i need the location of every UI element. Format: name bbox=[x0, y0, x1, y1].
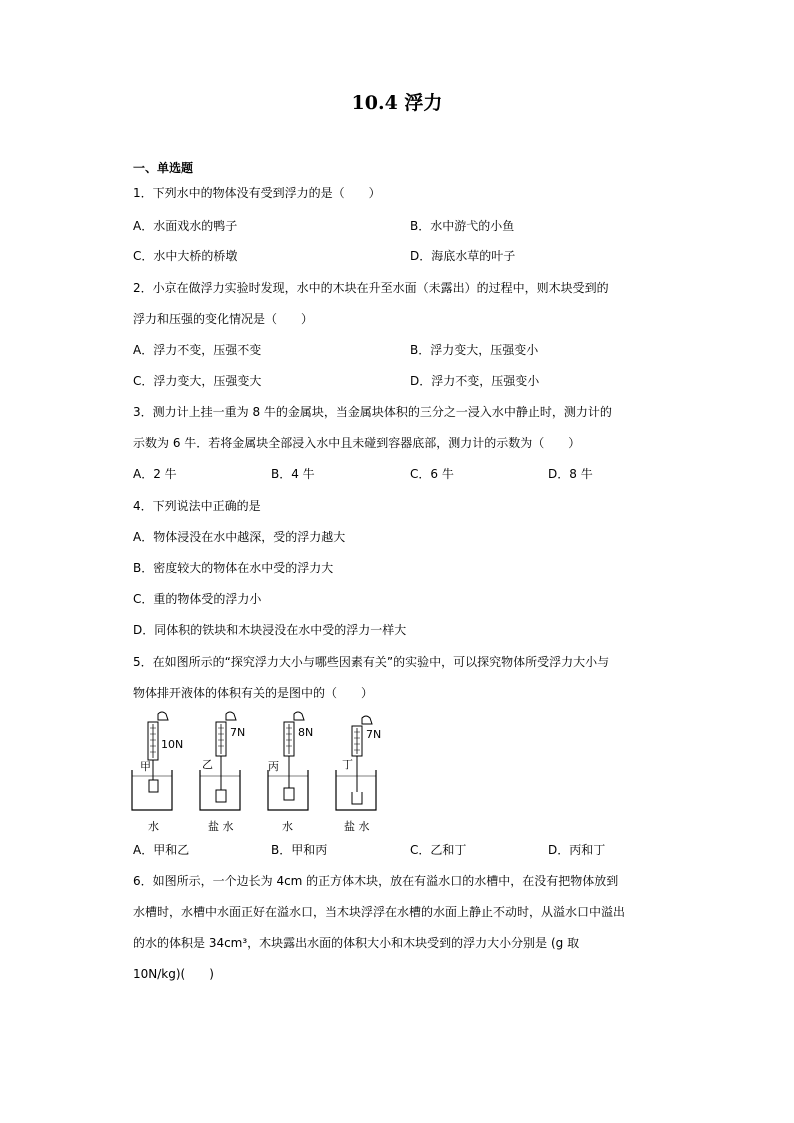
question-2-stem-line-2: 浮力和压强的变化情况是（ ） bbox=[133, 312, 314, 326]
q3-option-c: C．6 牛 bbox=[410, 467, 454, 481]
panel-bing-reading: 8N bbox=[298, 726, 314, 739]
panel-bing-liquid: 水 bbox=[282, 820, 293, 833]
q4-option-c: C．重的物体受的浮力小 bbox=[133, 592, 262, 606]
question-3-stem-line-1: 3．测力计上挂一重为 8 牛的金属块，当金属块体积的三分之一浸入水中静止时，测力计的 bbox=[133, 405, 612, 419]
q1-option-c: C．水中大桥的桥墩 bbox=[133, 249, 238, 263]
panel-bing bbox=[268, 712, 313, 833]
q1-option-a: A．水面戏水的鸭子 bbox=[133, 219, 238, 233]
panel-jia-name: 甲 bbox=[140, 760, 151, 773]
panel-yi-liquid: 盐 水 bbox=[208, 820, 234, 833]
question-5-stem-line-1: 5．在如图所示的“探究浮力大小与哪些因素有关”的实验中，可以探究物体所受浮力大小与 bbox=[133, 655, 610, 669]
question-4-stem: 4．下列说法中正确的是 bbox=[133, 499, 261, 513]
question-3-stem-line-2: 示数为 6 牛．若将金属块全部浸入水中且未碰到容器底部，测力计的示数为（ ） bbox=[133, 436, 581, 450]
q5-option-c: C．乙和丁 bbox=[410, 843, 467, 857]
question-2-stem-line-1: 2．小京在做浮力实验时发现，水中的木块在升至水面（未露出）的过程中，则木块受到的 bbox=[133, 281, 609, 295]
panel-bing-name: 丙 bbox=[268, 760, 279, 773]
q4-option-b: B．密度较大的物体在水中受的浮力大 bbox=[133, 561, 334, 575]
panel-ding bbox=[336, 716, 381, 833]
panel-ding-liquid: 盐 水 bbox=[344, 820, 370, 833]
panel-jia-reading: 10N bbox=[161, 738, 184, 751]
question-6-stem-line-4: 10N/kg)( ) bbox=[133, 967, 214, 981]
question-6-stem-line-1: 6．如图所示，一个边长为 4cm 的正方体木块，放在有溢水口的水槽中，在没有把物体放到 bbox=[133, 874, 619, 888]
question-6-stem-line-2: 水槽时，水槽中水面正好在溢水口，当木块浮浮在水槽的水面上静止不动时，从溢水口中溢出 bbox=[133, 905, 626, 919]
q2-option-a: A．浮力不变，压强不变 bbox=[133, 343, 262, 357]
panel-jia-liquid: 水 bbox=[148, 820, 159, 833]
spring-scale-experiment-figure bbox=[128, 710, 388, 838]
q2-option-d: D．浮力不变，压强变小 bbox=[410, 374, 540, 388]
q2-option-b: B．浮力变大，压强变小 bbox=[410, 343, 539, 357]
question-6-stem-line-3: 的水的体积是 34cm³，木块露出水面的体积大小和木块受到的浮力大小分别是 (g 取 bbox=[133, 936, 580, 950]
panel-jia bbox=[132, 712, 183, 833]
q2-option-c: C．浮力变大，压强变大 bbox=[133, 374, 262, 388]
q1-option-b: B．水中游弋的小鱼 bbox=[410, 219, 515, 233]
section-heading: 一、单选题 bbox=[133, 161, 194, 175]
question-5-stem-line-2: 物体排开液体的体积有关的是图中的（ ） bbox=[133, 686, 374, 700]
panel-ding-name: 丁 bbox=[342, 758, 353, 771]
q3-option-a: A．2 牛 bbox=[133, 467, 177, 481]
q5-option-b: B．甲和丙 bbox=[271, 843, 328, 857]
page-title: 10.4 浮力 bbox=[351, 92, 443, 114]
panel-yi-name: 乙 bbox=[202, 758, 213, 771]
q5-option-d: D．丙和丁 bbox=[548, 843, 606, 857]
panel-yi bbox=[200, 712, 245, 833]
q4-option-d: D．同体积的铁块和木块浸没在水中受的浮力一样大 bbox=[133, 623, 407, 637]
panel-ding-reading: 7N bbox=[366, 728, 382, 741]
q1-option-d: D．海底水草的叶子 bbox=[410, 249, 516, 263]
question-1-stem: 1．下列水中的物体没有受到浮力的是（ ） bbox=[133, 186, 381, 200]
q5-option-a: A．甲和乙 bbox=[133, 843, 190, 857]
q3-option-d: D．8 牛 bbox=[548, 467, 593, 481]
panel-yi-reading: 7N bbox=[230, 726, 246, 739]
q3-option-b: B．4 牛 bbox=[271, 467, 315, 481]
q4-option-a: A．物体浸没在水中越深，受的浮力越大 bbox=[133, 530, 346, 544]
